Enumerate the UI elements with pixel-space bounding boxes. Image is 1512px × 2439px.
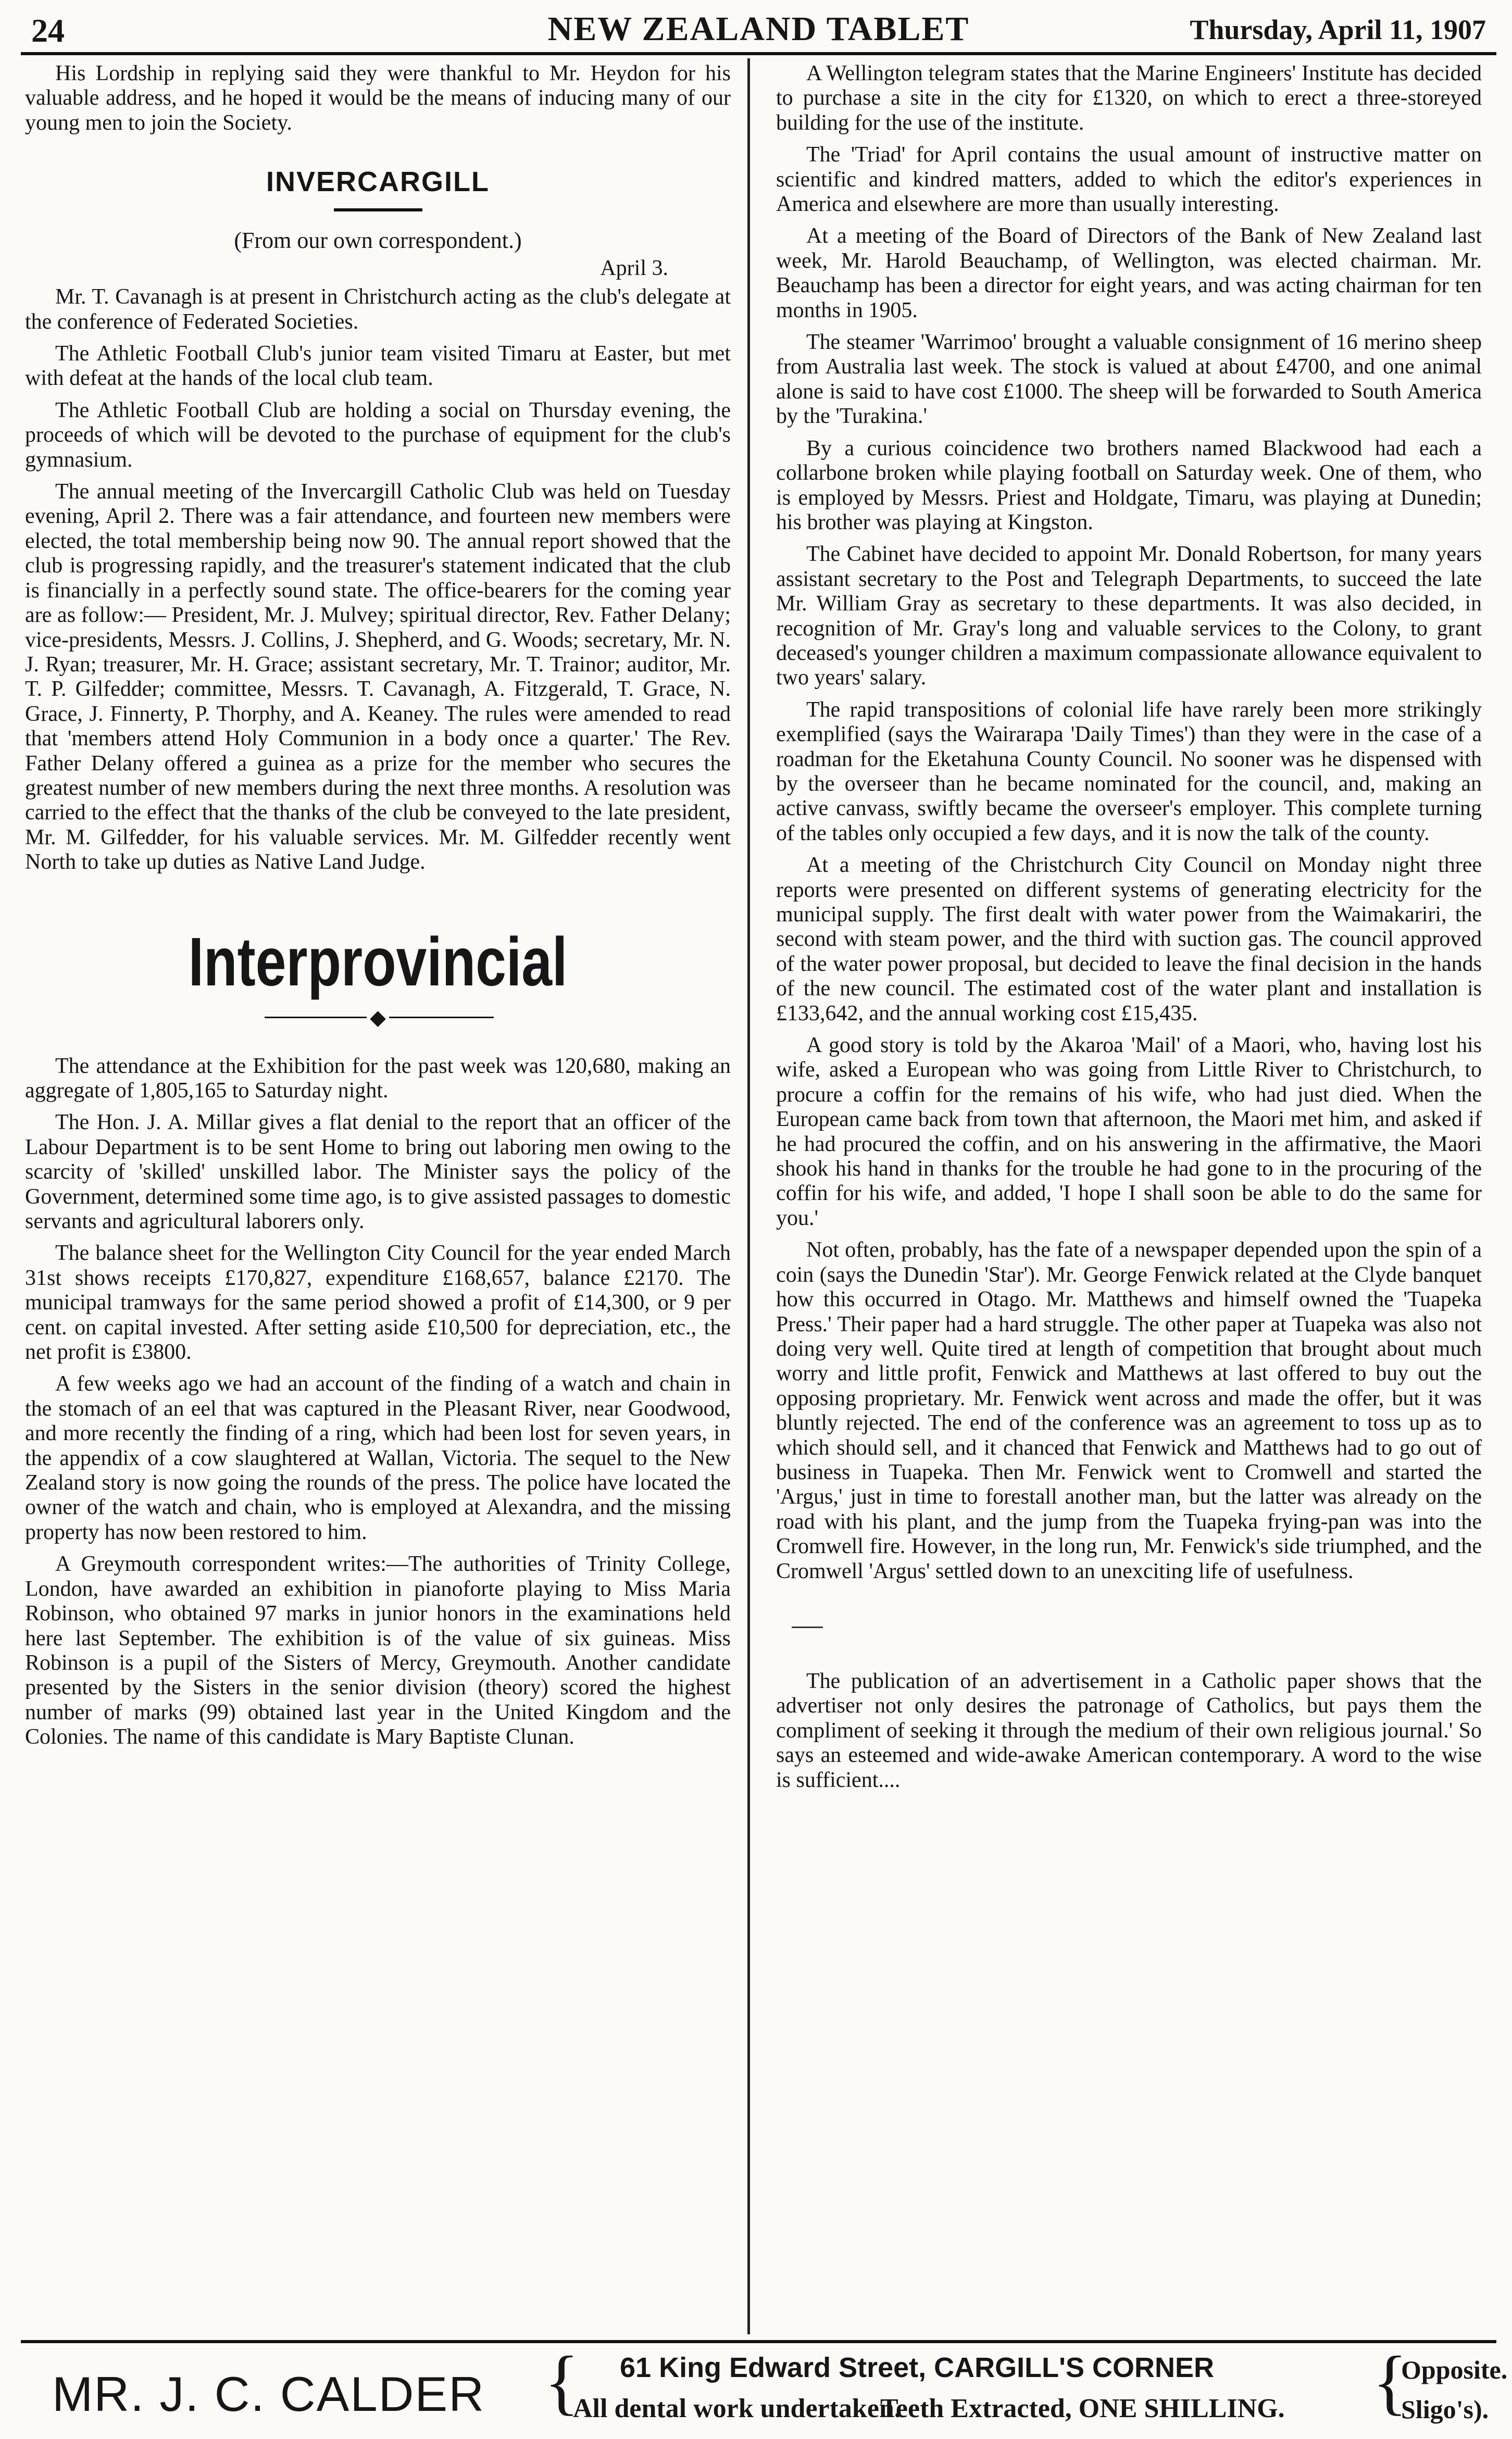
dentist-advertisement xyxy=(21,2340,1508,2434)
news-paragraph: The steamer 'Warrimoo' brought a valuable consignment of 16 merino sheep from Australia last week. The stock is valued at about £4700, and one animal alone is said to have cost £1000. The sheep will be forwarded to South America by the 'Turakina.' xyxy=(776,330,1482,429)
news-paragraph: A Wellington telegram states that the Marine Engineers' Institute has decided to purchase a site in the city for £1320, on which to erect a three-storeyed building for the use of the institute. xyxy=(776,61,1482,135)
news-paragraph: The 'Triad' for April contains the usual amount of instructive matter on scientific and kindred matters, added to which the editor's experiences in America and elsewhere are more than usually interesting. xyxy=(776,143,1482,217)
advertiser-services: All dental work undertaken. xyxy=(573,2394,901,2423)
masthead xyxy=(31,7,1486,49)
advert-opposite: Opposite. xyxy=(1401,2355,1508,2384)
advertiser-price: Teeth Extracted, ONE SHILLING. xyxy=(880,2394,1285,2423)
right-column xyxy=(776,61,1482,2332)
issue-date: Thursday, April 11, 1907 xyxy=(1190,14,1486,45)
section-gap xyxy=(776,1591,1482,1669)
invercargill-paragraph: The annual meeting of the Invercargill Catholic Club was held on Tuesday evening, April 2. There was a fair attendance, and fourteen new members were elected, the total membership being now 90. The annual report showed that the club is progressing rapidly, and the treasurer's statement indicated that the club is financially in a perfectly sound state. The office-bearers for the coming year are as follow:— President, Mr. J. Mulvey; spiritual director, Rev. Father Delany; vice-presidents, Messrs. J. Collins, J. Shepherd, and G. Woods; secretary, Mr. N. J. Ryan; treasurer, Mr. H. Grace; assistant secretary, Mr. T. Trainor; auditor, Mr. T. P. Gilfedder; committee, Messrs. T. Cavanagh, A. Fitzgerald, T. Grace, N. Grace, J. Finnerty, P. Thorphy, and A. Keaney. The rules were amended to read that 'members attend Holy Communion in a body once a quarter.' The Rev. Father Delany offered a guinea as a prize for the member who secures the greatest number of new members during the next three months. A resolution was carried to the effect that the thanks of the club be conveyed to the late president, Mr. M. Gilfedder, for his valuable services. Mr. M. Gilfedder recently went North to take up duties as Native Land Judge. xyxy=(25,480,731,874)
diamond-icon: ◆ xyxy=(367,1006,389,1029)
interprovincial-paragraph: A Greymouth correspondent writes:—The authorities of Trinity College, London, have awarded an exhibition in pianoforte playing to Miss Maria Robinson, who obtained 97 marks in junior honors in the examinations held here last September. The exhibition is of the value of six guineas. Miss Robinson is a pupil of the Sisters of Mercy, Greymouth. Another candidate presented by the Sisters in the senior division (theory) scored the highest number of marks (99) obtained last year in the United Kingdom and the Colonies. The name of this candidate is Mary Baptiste Clunan. xyxy=(25,1552,731,1749)
correspondent-line: (From our own correspondent.) xyxy=(234,228,522,254)
publication-note: The publication of an advertisement in a Catholic paper shows that the advertiser not only desires the patronage of Catholics, but pays them the compliment of seeking it through the medium of their own religious journal.' So says an esteemed and wide-awake American contemporary. A word to the wise is sufficient.... xyxy=(776,1669,1482,1792)
news-paragraph: A good story is told by the Akaroa 'Mail' of a Maori, who, having lost his wife, asked a European who was going from Little River to Christchurch, to procure a coffin for the remains of his wife, who had just died. When the European came back from town that afternoon, the Maori met him, and asked if he had procured the coffin, and on his answering in the affirmative, the Maori shook his hand in thanks for the trouble he had gone to in the procuring of the coffin for his wife, and added, 'I hope I shall soon be able to do the same for you.' xyxy=(776,1033,1482,1230)
short-rule xyxy=(792,1627,823,1628)
invercargill-heading-rule xyxy=(334,208,422,211)
interprovincial-heading: Interprovincial xyxy=(188,923,568,1000)
publication-title: NEW ZEALAND TABLET xyxy=(547,10,970,48)
news-paragraph: The Cabinet have decided to appoint Mr. Donald Robertson, for many years assistant secretary to the Post and Telegraph Departments, to succeed the late Mr. William Gray as secretary to these departments. It was also decided, in recognition of Mr. Gray's long and valuable services to the Colony, to grant deceased's younger children a maximum compassionate allowance equivalent to two years' salary. xyxy=(776,542,1482,690)
advert-rule xyxy=(21,2340,1496,2343)
invercargill-date: April 3. xyxy=(600,256,668,281)
advert-sligo: Sligo's). xyxy=(1401,2395,1489,2424)
left-column xyxy=(25,61,731,2332)
page-number: 24 xyxy=(31,12,65,49)
masthead-rule xyxy=(21,52,1496,55)
invercargill-paragraph: The Athletic Football Club are holding a social on Thursday evening, the proceeds of which will be devoted to the purchase of equipment for the club's gymnasium. xyxy=(25,398,731,472)
news-paragraph: At a meeting of the Christchurch City Council on Monday night three reports were presented on different systems of generating electricity for the municipal supply. The first dealt with water power from the Waimakariri, the second with steam power, and the third with suction gas. The council approved of the water power proposal, but decided to leave the final decision in the hands of the new council. The estimated cost of the water plant and installation is £133,642, and the annual working cost £15,435. xyxy=(776,853,1482,1025)
news-paragraph: By a curious coincidence two brothers named Blackwood had each a collarbone broken while playing football on Saturday week. One of them, who is employed by Messrs. Priest and Holdgate, Timaru, was playing at Dunedin; his brother was playing at Kingston. xyxy=(776,436,1482,534)
advertiser-name: MR. J. C. CALDER xyxy=(52,2367,485,2421)
interprovincial-paragraph: A few weeks ago we had an account of the finding of a watch and chain in the stomach of an eel that was captured in the Pleasant River, near Goodwood, and more recently the finding of a ring, which had been lost for seven years, in the appendix of a cow slaughtered at Wallan, Victoria. The sequel to the New Zealand story is now going the rounds of the press. The police have located the owner of the watch and chain, who is employed at Alexandra, and the missing property has now been restored to him. xyxy=(25,1372,731,1544)
right-brace-icon: { xyxy=(1372,2342,1408,2422)
interprovincial-paragraph: The balance sheet for the Wellington City Council for the year ended March 31st shows receipts £170,827, expenditure £168,657, balance £2170. The municipal tramways for the same period showed a profit of £14,300, or 9 per cent. on capital invested. After setting aside £10,500 for depreciation, etc., the net profit is £3800. xyxy=(25,1241,731,1365)
interprovincial-paragraph: The Hon. J. A. Millar gives a flat denial to the report that an officer of the Labour Department is to be sent Home to bring out laboring men owing to the scarcity of 'skilled' unskilled labor. The Minister says the policy of the Government, determined some time ago, is to give assisted passages to domestic servants and agricultural laborers only. xyxy=(25,1110,731,1233)
news-paragraph: Not often, probably, has the fate of a newspaper depended upon the spin of a coin (says the Dunedin 'Star'). Mr. George Fenwick related at the Clyde banquet how this occurred in Otago. Mr. Matthews and himself owned the 'Tuapeka Press.' Their paper had a hard struggle. The other paper at Tuapeka was also not doing very well. Quite tired at length of competition that brought about much worry and little profit, Fenwick and Matthews at last offered to buy out the opposing proprietary. Mr. Fenwick went across and made the offer, but it was bluntly rejected. The end of the conference was an agreement to toss up as to which should sell, and it chanced that Fenwick and Matthews had to go out of business in Tuapeka. Then Mr. Fenwick went to Cromwell and started the 'Argus,' just in time to forestall another man, but the latter was already on the road with his plant, and the jump from the Tuapeka frying-pan was into the Cromwell fire. However, in the long run, Mr. Fenwick's side triumphed, and the Cromwell 'Argus' settled down to an unexciting life of usefulness. xyxy=(776,1238,1482,1583)
advertiser-address: 61 King Edward Street, CARGILL'S CORNER xyxy=(620,2352,1214,2383)
interprovincial-paragraph: The attendance at the Exhibition for the past week was 120,680, making an aggregate of 1,805,165 to Saturday night. xyxy=(25,1054,731,1103)
invercargill-paragraph: The Athletic Football Club's junior team visited Timaru at Easter, but met with defeat at the hands of the local club team. xyxy=(25,342,731,391)
invercargill-paragraph: Mr. T. Cavanagh is at present in Christchurch acting as the club's delegate at the conference of Federated Societies. xyxy=(25,285,731,334)
news-paragraph: At a meeting of the Board of Directors of the Bank of New Zealand last week, Mr. Harold Beauchamp, of Wellington, was elected chairman. Mr. Beauchamp has been a director for eight years, and was acting chairman for ten months in 1905. xyxy=(776,224,1482,322)
heading-ornament xyxy=(25,1005,731,1029)
lordship-paragraph: His Lordship in replying said they were thankful to Mr. Heydon for his valuable address, and he hoped it would be the means of inducing many of our young men to join the Society. xyxy=(25,61,731,135)
invercargill-heading: INVERCARGILL xyxy=(266,166,490,198)
column-divider xyxy=(747,58,750,2334)
news-paragraph: The rapid transpositions of colonial life have rarely been more strikingly exemplified (says the Wairarapa 'Daily Times') than they were in the case of a roadman for the Eketahuna County Council. No sooner was he dispensed with by the overseer than he became nominated for the council, and, making an active canvass, swiftly became the overseer's employer. This complete turning of the tables only occupied a few days, and it is now the talk of the county. xyxy=(776,697,1482,845)
left-brace-icon: { xyxy=(544,2342,580,2422)
